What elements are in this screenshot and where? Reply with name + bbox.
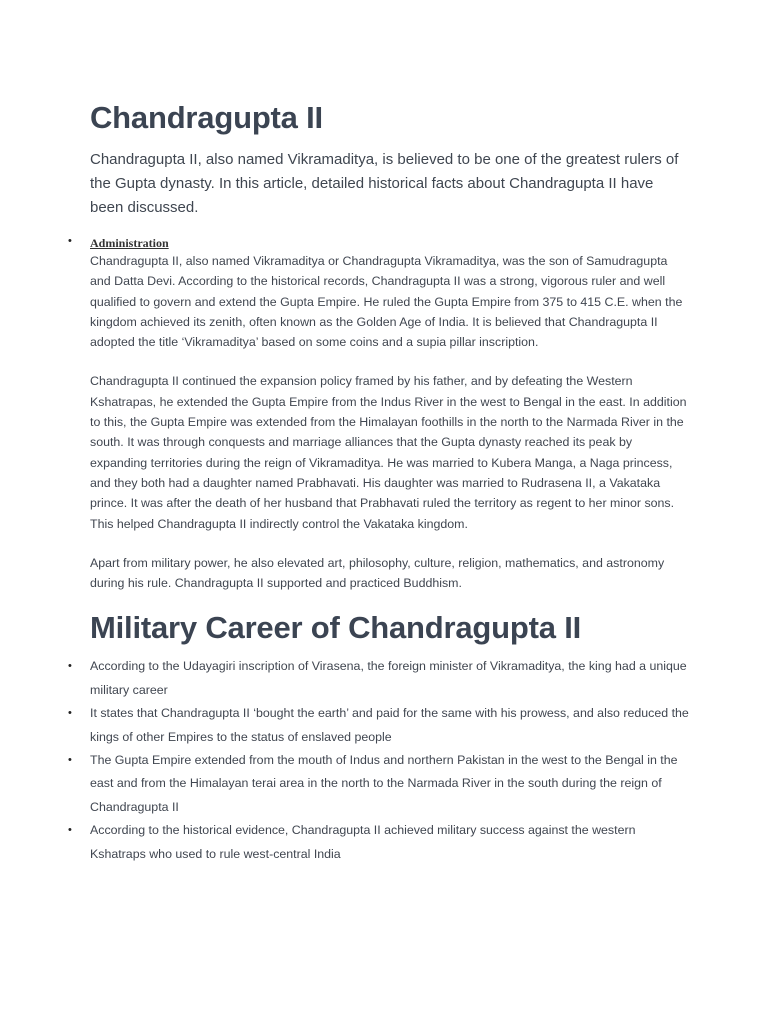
section-title: Military Career of Chandragupta II [90, 610, 582, 646]
bullet-icon: • [68, 660, 72, 673]
bullet-icon: • [68, 754, 72, 767]
list-item [68, 749, 690, 819]
administration-heading: Administration [90, 236, 169, 250]
bullet-icon: • [68, 707, 72, 720]
list-item [68, 655, 690, 702]
bullet-icon: • [68, 824, 72, 837]
military-career-list [68, 655, 690, 866]
intro-paragraph: Chandragupta II, also named Vikramaditya, is believed to be one of the greatest rulers of the Gupta dynasty. In this article, detailed historical facts about Chandragupta II have been discussed. [90, 151, 679, 216]
administration-list [68, 235, 690, 593]
administration-paragraph: Apart from military power, he also elevated art, philosophy, culture, religion, mathematics, and astronomy during his rule. Chandragupta II supported and practiced Buddhism. [90, 555, 665, 591]
article-body [68, 96, 690, 866]
page-title: Chandragupta II [90, 100, 323, 135]
list-item-text: It states that Chandragupta II ‘bought the earth’ and paid for the same with his prowess, and also reduced the kings of other Empires to the status of enslaved people [90, 706, 689, 744]
list-item [68, 235, 690, 593]
list-item-text: The Gupta Empire extended from the mouth of Indus and northern Pakistan in the west to the Bengal in the east and from the Himalayan terai area in the north to the Narmada River in the south during the reign of Chandragupta II [90, 753, 678, 814]
administration-paragraph: Chandragupta II, also named Vikramaditya or Chandragupta Vikramaditya, was the son of Samudragupta and Datta Devi. According to the historical records, Chandragupta II was a strong, vigorous ruler and well qualified to govern and extend the Gupta Empire. He ruled the Gupta Empire from 375 to 415 C.E. when the kingdom achieved its zenith, often known as the Golden Age of India. It is believed that Chandragupta II adopted the title ‘Vikramaditya’ based on some coins and a supia pillar inscription. [90, 254, 683, 350]
list-item-text: According to the Udayagiri inscription of Virasena, the foreign minister of Vikramaditya, the king had a unique military career [90, 659, 687, 697]
bullet-icon: • [68, 235, 72, 247]
list-item [68, 702, 690, 749]
list-item-text: According to the historical evidence, Chandragupta II achieved military success against the western Kshatraps who used to rule west-central India [90, 823, 636, 861]
administration-paragraph: Chandragupta II continued the expansion policy framed by his father, and by defeating the Western Kshatrapas, he extended the Gupta Empire from the Indus River in the west to Bengal in the east. In addition to this, the Gupta Empire was extended from the Himalayan foothills in the north to the Narmada River in the south. It was through conquests and marriage alliances that the Gupta dynasty reached its peak by expanding territories during the reign of Vikramaditya. He was married to Kubera Manga, a Naga princess, and they both had a daughter named Prabhavati. His daughter was married to Rudrasena II, a Vakataka prince. It was after the death of her husband that Prabhavati ruled the territory as regent to her minor sons. This helped Chandragupta II indirectly control the Vakataka kingdom. [90, 374, 687, 531]
list-item [68, 819, 690, 866]
